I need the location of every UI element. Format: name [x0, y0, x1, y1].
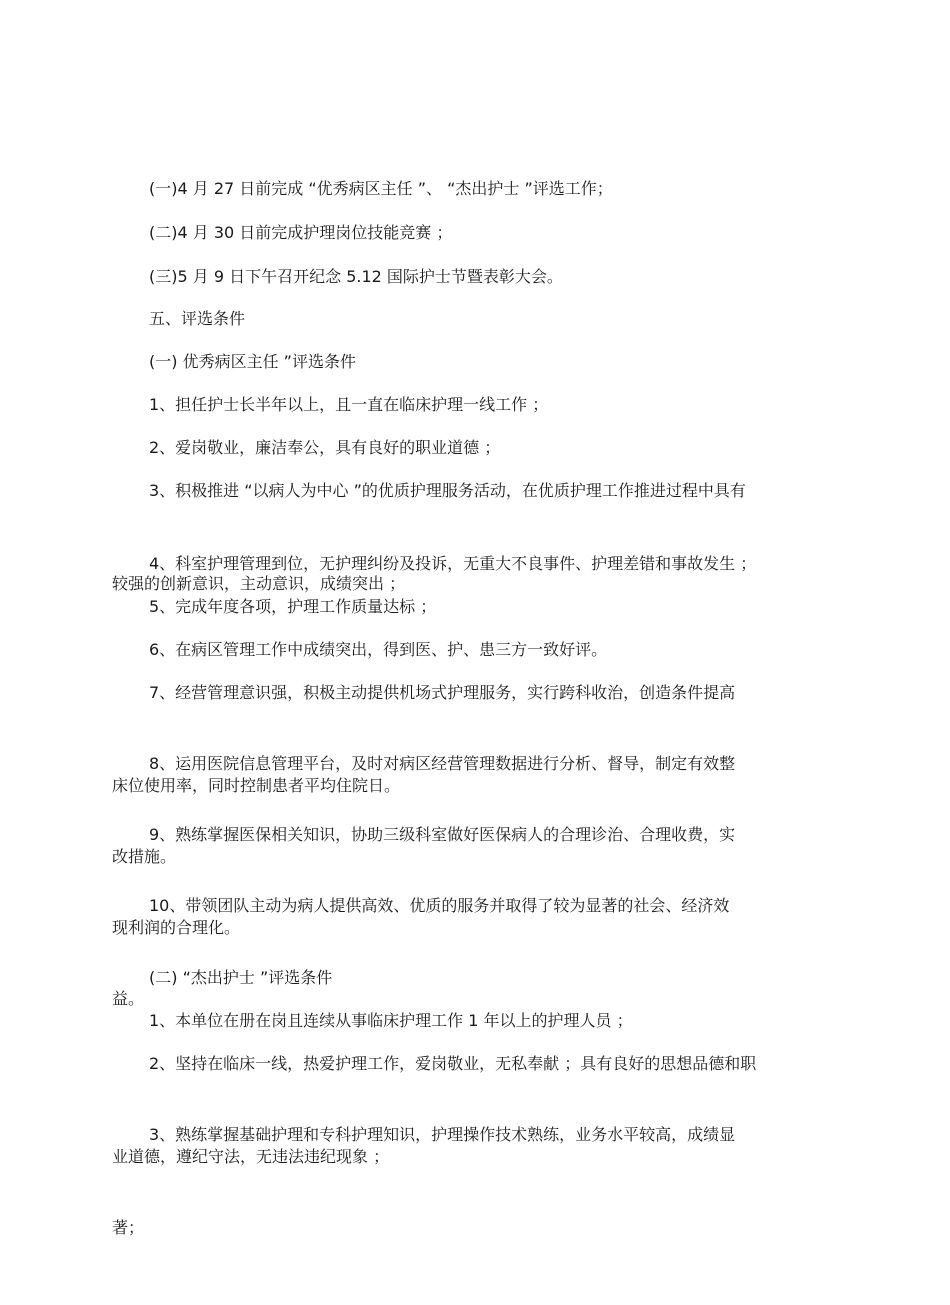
paragraph-line: 1、担任护士长半年以上，且一直在临床护理一线工作 ；: [149, 395, 549, 414]
paragraph-line: 较强的创新意识，主动意识，成绩突出 ；: [112, 574, 406, 593]
paragraph-line: (三)5 月 9 日下午召开纪念 5.12 国际护士节暨表彰大会。: [149, 267, 563, 286]
paragraph-line: 3、积极推进 “以病人为中心 ”的优质护理服务活动，在优质护理工作推进过程中具有: [149, 481, 746, 500]
paragraph-line: 改措施。: [112, 847, 177, 866]
paragraph-line: 4、科室护理管理到位，无护理纠纷及投诉，无重大不良事件、护理差错和事故发生 ；: [149, 554, 757, 573]
paragraph-line: 10、带领团队主动为病人提供高效、优质的服务并取得了较为显著的社会、经济效: [149, 896, 730, 915]
paragraph-line: 8、运用医院信息管理平台，及时对病区经营管理数据进行分析、督导，制定有效整: [149, 754, 736, 773]
paragraph-line: 现利润的合理化。: [112, 918, 241, 937]
paragraph-line: 益。: [112, 989, 145, 1008]
paragraph-line: 著；: [112, 1218, 145, 1237]
paragraph-line: 2、爱岗敬业，廉洁奉公，具有良好的职业道德 ；: [149, 438, 501, 457]
paragraph-line: (二) “杰出护士 ”评选条件: [149, 968, 333, 987]
paragraph-line: 五、评选条件: [149, 309, 246, 328]
paragraph-line: 2、坚持在临床一线，热爱护理工作，爱岗敬业，无私奉献 ；具有良好的思想品德和职: [149, 1054, 757, 1073]
paragraph-line: 5、完成年度各项，护理工作质量达标 ；: [149, 597, 437, 616]
nurse-criteria-item-3: [112, 1057, 812, 1305]
paragraph-line: 9、熟练掌握医保相关知识，协助三级科室做好医保病人的合理诊治、合理收费，实: [149, 825, 736, 844]
paragraph-line: 床位使用率，同时控制患者平均住院日。: [112, 776, 401, 795]
paragraph-line: 1、本单位在册在岗且连续从事临床护理工作 1 年以上的护理人员 ；: [149, 1011, 633, 1030]
paragraph-line: 业道德，遵纪守法，无违法违纪现象 ；: [112, 1147, 390, 1166]
paragraph-line: (一) 优秀病区主任 ”评选条件: [149, 352, 356, 371]
paragraph-line: 7、经营管理意识强，积极主动提供机场式护理服务，实行跨科收治，创造条件提高: [149, 683, 736, 702]
paragraph-line: (一)4 月 27 日前完成 “优秀病区主任 ”、 “杰出护士 ”评选工作；: [149, 179, 613, 198]
paragraph-line: (二)4 月 30 日前完成护理岗位技能竞赛 ；: [149, 223, 453, 242]
paragraph-line: 3、熟练掌握基础护理和专科护理知识，护理操作技术熟练，业务水平较高，成绩显: [149, 1125, 736, 1144]
paragraph-line: 6、在病区管理工作中成绩突出，得到医、护、患三方一致好评。: [149, 640, 608, 659]
